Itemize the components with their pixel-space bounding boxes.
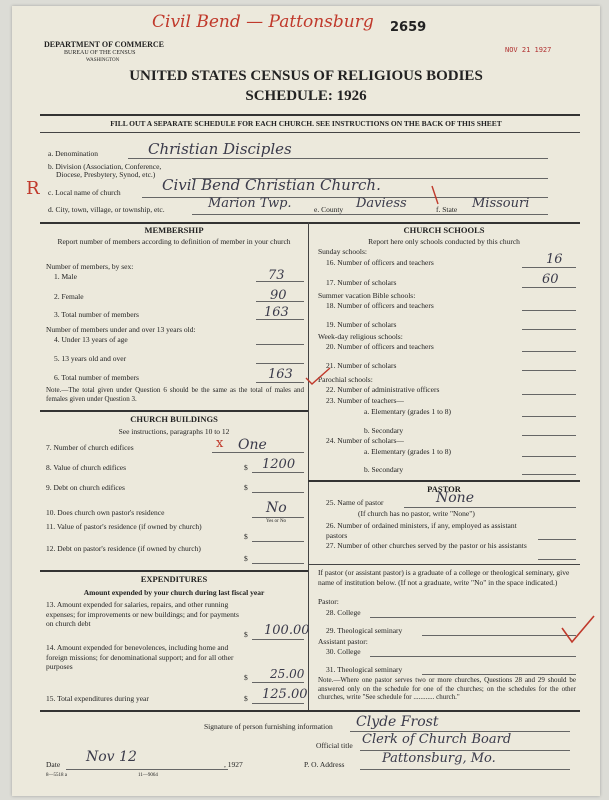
pastor-title: PASTOR bbox=[427, 484, 461, 494]
by-sex-label: Number of members, by sex: bbox=[46, 262, 134, 271]
q28-label: 28. College bbox=[326, 608, 361, 617]
membership-title: MEMBERSHIP bbox=[144, 225, 204, 235]
q17-value: 60 bbox=[542, 272, 559, 287]
q23a-label: a. Elementary (grades 1 to 8) bbox=[364, 407, 452, 416]
schools-title: CHURCH SCHOOLS bbox=[403, 225, 485, 235]
q2-value: 90 bbox=[270, 288, 287, 303]
q30-label: 30. College bbox=[326, 647, 361, 656]
q8-value: 1200 bbox=[262, 457, 296, 472]
q25-value: None bbox=[436, 490, 474, 506]
q16-value: 16 bbox=[546, 252, 563, 267]
q27-label: 27. Number of other churches served by the pastor or his assistants bbox=[326, 541, 527, 550]
date-label: Date bbox=[46, 760, 61, 769]
q12-label: 12. Debt on pastor's residence (if owned by church) bbox=[46, 544, 201, 553]
local-name-value: Civil Bend Christian Church. bbox=[162, 176, 381, 194]
buildings-title: CHURCH BUILDINGS bbox=[130, 414, 218, 424]
label-town: d. City, town, village, or township, etc. bbox=[48, 205, 165, 214]
pastor-label: Pastor: bbox=[318, 597, 339, 606]
buildings-sub: See instructions, paragraphs 10 to 12 bbox=[118, 427, 230, 436]
expenditures-title: EXPENDITURES bbox=[140, 574, 208, 584]
q3-value: 163 bbox=[264, 305, 289, 320]
q1-label: 1. Male bbox=[54, 272, 77, 281]
q7-value: One bbox=[238, 437, 267, 453]
assistant-label: Assistant pastor: bbox=[318, 637, 368, 646]
denomination-value: Christian Disciples bbox=[148, 140, 292, 158]
age-head: Number of members under and over 13 years old: bbox=[46, 325, 196, 334]
q3-label: 3. Total number of members bbox=[54, 310, 139, 319]
q20-label: 20. Number of officers and teachers bbox=[326, 342, 434, 351]
q10-hint: Yes or No bbox=[266, 519, 287, 524]
membership-note: Note.—The total given under Question 6 should be the same as the total of males and females given under Question 3. bbox=[46, 386, 304, 403]
label-local-name: c. Local name of church bbox=[48, 188, 121, 197]
instructions: FILL OUT A SEPARATE SCHEDULE FOR EACH CHURCH. SEE INSTRUCTIONS ON THE BACK OF THIS SHEET bbox=[110, 119, 502, 128]
form-number: 8—5518 a bbox=[46, 773, 67, 778]
q16-label: 16. Number of officers and teachers bbox=[326, 258, 434, 267]
q18-label: 18. Number of officers and teachers bbox=[326, 301, 434, 310]
q17-label: 17. Number of scholars bbox=[326, 278, 397, 287]
date-stamp: NOV 21 1927 bbox=[505, 46, 552, 54]
q6-value: 163 bbox=[268, 367, 293, 382]
q25-label: 25. Name of pastor bbox=[326, 498, 384, 507]
q13-value: 100.00 bbox=[264, 623, 310, 638]
po-address-value: Pattonsburg, Mo. bbox=[382, 751, 496, 766]
department: DEPARTMENT OF COMMERCE bbox=[44, 40, 165, 49]
q15-value: 125.00 bbox=[262, 687, 308, 702]
q24b-label: b. Secondary bbox=[364, 465, 404, 474]
q22-label: 22. Number of administrative officers bbox=[326, 385, 440, 394]
parochial-label: Parochial schools: bbox=[318, 375, 373, 384]
pastor-note: Note.—Where one pastor serves two or more churches, Questions 28 and 29 should be answered only on the schedule for one of the churches; on the schedules for the other churches, write "See schedule for ............ church." bbox=[318, 676, 576, 701]
q8-label: 8. Value of church edifices bbox=[46, 463, 127, 472]
q14-label: 14. Amount expended for benevolences, including home and foreign missions; for denominational support; and for all other purposes bbox=[46, 643, 234, 671]
serial-number: 2659 bbox=[390, 20, 427, 35]
margin-mark: R bbox=[26, 178, 40, 199]
q24a-label: a. Elementary (grades 1 to 8) bbox=[364, 447, 452, 456]
label-denomination: a. Denomination bbox=[48, 149, 98, 158]
city: WASHINGTON bbox=[86, 58, 120, 63]
q15-label: 15. Total expenditures during year bbox=[46, 694, 149, 703]
q21-label: 21. Number of scholars bbox=[326, 361, 397, 370]
form-title: UNITED STATES CENSUS OF RELIGIOUS BODIES bbox=[129, 68, 483, 84]
q6-label: 6. Total number of members bbox=[54, 373, 139, 382]
summer-label: Summer vacation Bible schools: bbox=[318, 291, 416, 300]
red-check-icon-2 bbox=[560, 614, 596, 644]
expenditures-sub: Amount expended by your church during last fiscal year bbox=[83, 588, 265, 597]
q13-label: 13. Amount expended for salaries, repairs, and other running expenses; for improvements or new buildings; and for payments on church debt bbox=[46, 600, 239, 628]
sunday-label: Sunday schools: bbox=[318, 247, 367, 256]
q9-label: 9. Debt on church edifices bbox=[46, 483, 125, 492]
q23b-label: b. Secondary bbox=[364, 426, 404, 435]
state-value: Missouri bbox=[472, 196, 530, 211]
signature-value: Clyde Frost bbox=[356, 714, 439, 730]
schools-sub: Report here only schools conducted by this church bbox=[368, 237, 520, 246]
q4-label: 4. Under 13 years of age bbox=[54, 335, 128, 344]
q31-label: 31. Theological seminary bbox=[326, 665, 403, 674]
q26-label: 26. Number of ordained ministers, if any, employed as assistant pastors bbox=[326, 521, 517, 540]
q10-value: No bbox=[266, 500, 287, 516]
q24-label: 24. Number of scholars— bbox=[326, 436, 404, 445]
q1-value: 73 bbox=[268, 268, 285, 283]
q25-hint: (If church has no pastor, write "None") bbox=[358, 509, 475, 518]
label-division-2: Diocese, Presbytery, Synod, etc.) bbox=[56, 170, 156, 179]
label-state: f. State bbox=[436, 205, 458, 214]
q5-label: 5. 13 years old and over bbox=[54, 354, 127, 363]
q29-label: 29. Theological seminary bbox=[326, 626, 403, 635]
date-value: Nov 12 bbox=[86, 749, 137, 765]
schedule-title: SCHEDULE: 1926 bbox=[245, 88, 367, 104]
date-year: , 1927 bbox=[224, 760, 243, 769]
label-county: e. County bbox=[314, 205, 344, 214]
official-title-label: Official title bbox=[316, 741, 353, 750]
official-title-value: Clerk of Church Board bbox=[362, 732, 512, 747]
membership-intro: Report number of members according to definition of member in your church bbox=[57, 237, 291, 246]
red-check-icon bbox=[304, 366, 334, 386]
county-value: Daviess bbox=[356, 196, 407, 211]
q23-label: 23. Number of teachers— bbox=[326, 396, 404, 405]
print-number: 11—9064 bbox=[138, 773, 158, 778]
q11-label: 11. Value of pastor's residence (if owned by church) bbox=[46, 522, 202, 531]
q19-label: 19. Number of scholars bbox=[326, 320, 397, 329]
red-mark-icon bbox=[430, 184, 444, 206]
census-form: Civil Bend — Pattonsburg 2659 NOV 21 1927 R DEPARTMENT OF COMMERCE BUREAU OF THE CENSUS WASHINGTON UNITED STATES CENSUS OF RELIGIOUS BODIES SCHEDULE: 1926 FILL OUT A SEPARATE SCHEDULE FOR EACH CHURCH. SEE INSTRUCTIONS ON THE BACK OF THIS SHEET a. Denomination Christian Disciples b. Division (Association, Conference, Diocese, Presbytery, Synod, etc.) c. Local name of church Civil Bend Christian Church. d. City, town, village, or township, etc. Marion Twp. e. County Daviess f. State Missouri MEMBERSHIP Report number of members according to definition of member in your church Number of members, by sex: 1. Male 73 2. Female 90 3. Total number of members 163 Number of members under and over 13 years old: 4. Under 13 years of age 5. 13 years old and over 6. Total number of members 163 Note.—The total given under Question 6 should be the same as the total of males and females given under Question 3. CHURCH BUILDINGS See instructions, paragraphs 10 to 12 7. Number of church edifices x One 8. Value of church edifices $ 1200 9. Debt on church edifices $ 10. Does church own pastor's residence No Yes or No 11. Value of pastor's residence (if owned by church) $ 12. Debt on pastor's residence (if owned by church) $ EXPENDITURES Amount expended by your church during last fiscal year 13. Amount expended for salaries, repairs, and other running expenses; for improvements or new buildings; and for payments on church debt $ 100.00 14. Amount expended for benevolences, including home and foreign missions; for denominational support; and for all other purposes $ 25.00 15. Total expenditures during year $ 125.00 CHURCH SCHOOLS Report here only schools conducted by this church Sunday schools: 16. Number of officers and teachers 16 17. Number of scholars 60 Summer vacation Bible schools: 18. Number of officers and teachers 19. Number of scholars Week-day religious schools: 20. Number of officers and teachers 21. Number of scholars Parochial schools: 22. Number of administrative officers 23. Number of teachers— a. Elementary (grades 1 to 8) b. Secondary 24. Number of scholars— a. Elementary (grades 1 to 8) b. Secondary PASTOR 25. Name of pastor None (If church has no pastor, write "None") 26. Number of ordained ministers, if any, employed as assistant pastors 27. Number of other churches served by the pastor or his assistants If pastor (or assistant pastor) is a graduate of a college or theological seminary, give name of institution below. (If not a graduate, write "No" in the space indicated.) Pastor: 28. College 29. Theological seminary Assistant pastor: 30. College 31. Theological seminary Note.—Where one pastor serves two or more churches, Questions 28 and 29 should be answered only on the schedule for one of the churches; on the schedules for the other churches, write "See schedule for ............ church." Signature of person furnishing information Clyde Frost Official title Clerk of Church Board P. O. Address Pattonsburg, Mo. Date Nov 12 , 1927 8—5518 a 11—9064 bbox=[12, 6, 600, 796]
red-annotation-top: Civil Bend — Pattonsburg bbox=[152, 12, 374, 32]
label-division: b. Division (Association, Conference, bbox=[48, 162, 162, 171]
town-value: Marion Twp. bbox=[208, 196, 292, 211]
bureau: BUREAU OF THE CENSUS bbox=[64, 50, 136, 56]
q7-label: 7. Number of church edifices bbox=[46, 443, 134, 452]
q10-label: 10. Does church own pastor's residence bbox=[46, 508, 165, 517]
weekday-label: Week-day religious schools: bbox=[318, 332, 403, 341]
signature-label: Signature of person furnishing information bbox=[204, 722, 333, 731]
q2-label: 2. Female bbox=[54, 292, 84, 301]
po-address-label: P. O. Address bbox=[304, 760, 345, 769]
q14-value: 25.00 bbox=[270, 667, 305, 681]
graduate-instructions: If pastor (or assistant pastor) is a graduate of a college or theological seminary, give name of institution below. (If not a graduate, write "No" in the space indicated.) bbox=[318, 568, 570, 587]
